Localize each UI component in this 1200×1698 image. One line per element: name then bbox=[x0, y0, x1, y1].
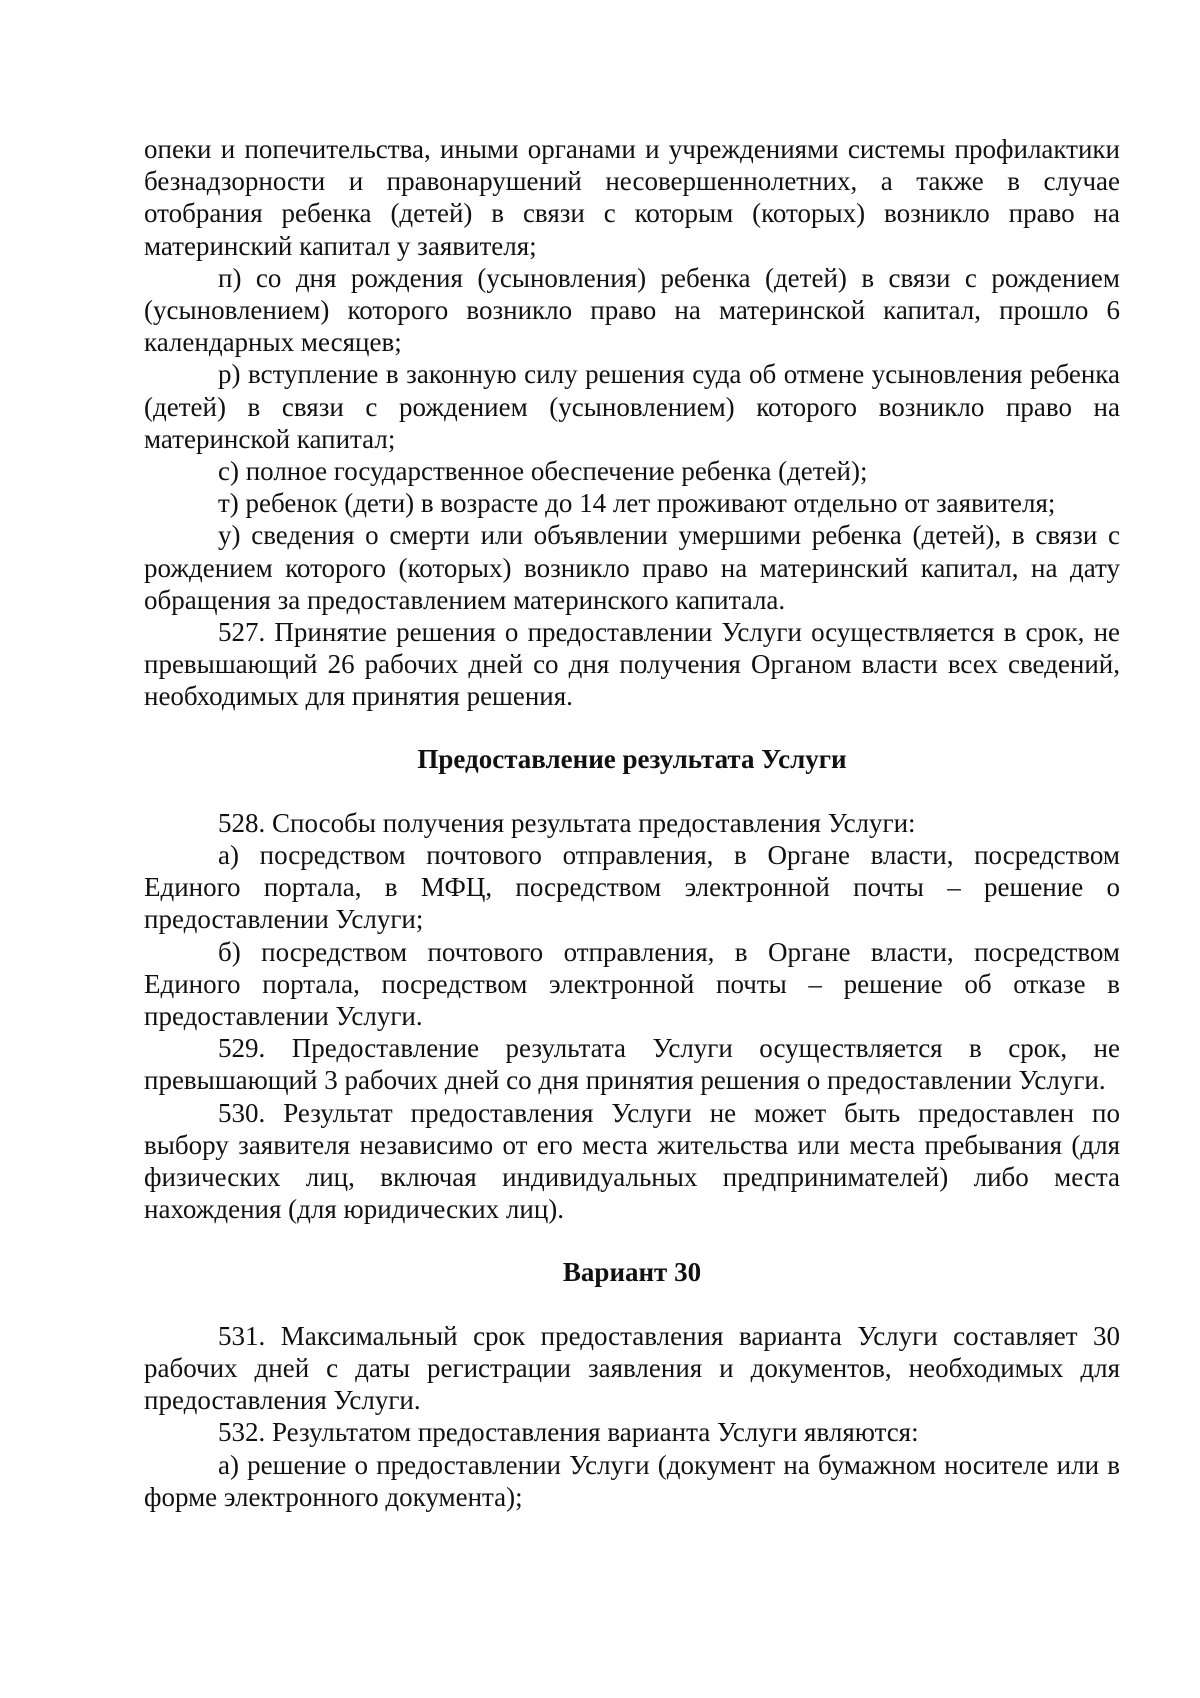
paragraph-528-b: б) посредством почтового отправления, в Органе власти, посредством Единого портала, посредством электронной почты – решение об отказе в предоставлении Услуги. bbox=[144, 936, 1120, 1032]
paragraph-item-p: п) со дня рождения (усыновления) ребенка (детей) в связи с рождением (усыновлением) которого возникло право на материнской капитал, прошло 6 календарных месяцев; bbox=[144, 262, 1120, 358]
paragraph-527: 527. Принятие решения о предоставлении Услуги осуществляется в срок, не превышающий 26 рабочих дней со дня получения Органом власти всех сведений, необходимых для принятия решения. bbox=[144, 617, 1120, 712]
paragraph-531: 531. Максимальный срок предоставления варианта Услуги составляет 30 рабочих дней с даты регистрации заявления и документов, необходимых для предоставления Услуги. bbox=[144, 1320, 1120, 1416]
paragraph-532: 532. Результатом предоставления варианта Услуги являются: bbox=[218, 1417, 919, 1448]
section-heading-variant: Вариант 30 bbox=[562, 1256, 702, 1287]
paragraph-item-s: с) полное государственное обеспечение ребенка (детей); bbox=[218, 456, 868, 487]
paragraph-528: 528. Способы получения результата предоставления Услуги: bbox=[218, 807, 916, 838]
paragraph-guardianship: опеки и попечительства, иными органами и учреждениями системы профилактики безнадзорности и правонарушений несовершеннолетних, а также в случае отобрания ребенка (детей) в связи с которым (которых) возникло право на материнский капитал у заявителя; bbox=[144, 134, 1120, 261]
document-page bbox=[144, 133, 1120, 1513]
paragraph-item-t: т) ребенок (дети) в возрасте до 14 лет проживают отдельно от заявителя; bbox=[218, 488, 1056, 519]
paragraph-528-a: а) посредством почтового отправления, в Органе власти, посредством Единого портала, в МФЦ, посредством электронной почты – решение о предоставлении Услуги; bbox=[144, 840, 1120, 935]
paragraph-532-a: а) решение о предоставлении Услуги (документ на бумажном носителе или в форме электронного документа); bbox=[144, 1449, 1120, 1512]
section-heading-result: Предоставление результата Услуги bbox=[417, 743, 847, 774]
paragraph-530: 530. Результат предоставления Услуги не может быть предоставлен по выбору заявителя независимо от его места жительства или места пребывания (для физических лиц, включая индивидуальных предпринимателей) либо места нахождения (для юридических лиц). bbox=[144, 1097, 1120, 1225]
paragraph-item-u: у) сведения о смерти или объявлении умершими ребенка (детей), в связи с рождением которого (которых) возникло право на материнский капитал, на дату обращения за предоставлением материнского капитала. bbox=[144, 520, 1120, 615]
paragraph-529: 529. Предоставление результата Услуги осуществляется в срок, не превышающий 3 рабочих дней со дня принятия решения о предоставлении Услуги. bbox=[144, 1033, 1120, 1096]
paragraph-item-r: р) вступление в законную силу решения суда об отмене усыновления ребенка (детей) в связи с рождением (усыновлением) которого возникло право на материнской капитал; bbox=[144, 359, 1120, 454]
